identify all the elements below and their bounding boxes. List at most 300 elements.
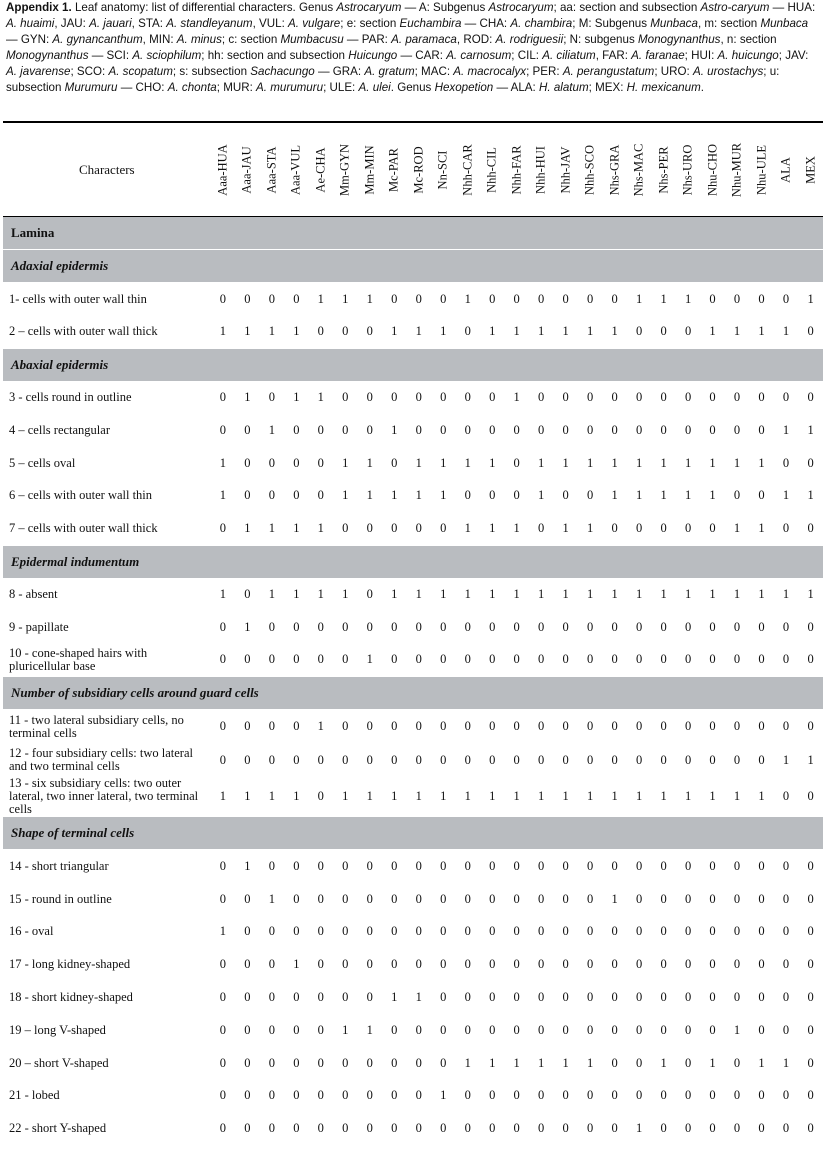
state-cell: 0 [782,652,790,667]
state-cell: 0 [562,1022,569,1037]
state-cell: 1 [635,455,643,470]
state-cell: 0 [562,652,569,667]
state-cell: 0 [635,719,643,734]
state-cell: 0 [219,1088,226,1103]
state-cell: 0 [342,924,349,939]
state-cell: 1 [611,488,618,503]
state-cell: 1 [538,587,545,602]
state-cell: 0 [587,990,594,1005]
state-cell: 0 [391,752,398,767]
state-cell: 0 [807,1088,814,1103]
state-cell: 0 [562,1088,569,1103]
state-cell: 1 [733,587,741,602]
taxon-column-label: Aaa-STA [264,146,279,193]
state-cell: 1 [391,990,398,1005]
state-cell: 1 [660,789,667,804]
caption-text: — ALA: [493,81,539,94]
state-cell: 0 [660,422,667,437]
header-bottom-rule [3,216,823,217]
taxon-column-header [749,123,773,217]
state-cell: 0 [709,957,716,972]
caption-taxon: A. ciliatum [542,49,596,62]
state-cell: 0 [440,619,447,634]
state-cell: 1 [440,587,447,602]
state-cell: 0 [635,323,643,338]
caption-text: — HUA: [769,1,816,14]
state-cell: 0 [415,752,422,767]
state-cell: 0 [611,1088,618,1103]
state-cell: 0 [293,859,300,874]
state-cell: 0 [782,619,790,634]
state-cell: 1 [635,789,643,804]
state-cell: 1 [317,390,324,405]
state-cell: 0 [635,891,643,906]
character-row [3,479,823,512]
state-cell: 1 [342,1022,349,1037]
state-cell: 1 [611,587,618,602]
state-cell: 0 [684,859,692,874]
state-cell: 1 [464,520,471,535]
state-cell: 0 [464,891,471,906]
state-cell: 0 [391,390,398,405]
state-cell: 0 [758,422,765,437]
state-cell: 0 [244,291,251,306]
state-cell: 1 [807,752,814,767]
state-cell: 0 [611,520,618,535]
state-cell: 0 [684,390,692,405]
state-cell: 1 [807,422,814,437]
state-cell: 0 [268,957,275,972]
state-cell: 0 [562,390,569,405]
state-cell: 1 [293,323,300,338]
state-cell: 1 [538,488,545,503]
state-cell: 0 [709,719,716,734]
state-cell: 0 [317,422,324,437]
taxon-column-header [553,123,577,217]
state-cell: 1 [611,789,618,804]
state-cell: 1 [684,455,692,470]
state-cell: 0 [758,957,765,972]
state-cell: 0 [317,1022,324,1037]
state-cell: 0 [391,1121,398,1136]
caption-text: — CAR: [397,49,447,62]
state-cell: 0 [758,652,765,667]
state-cell: 1 [538,789,545,804]
state-cell: 1 [684,587,692,602]
state-cell: 0 [440,390,447,405]
state-cell: 1 [391,323,398,338]
state-cell: 0 [660,652,667,667]
caption-taxon: A. minus [176,33,222,46]
state-cell: 1 [782,488,790,503]
character-label: 3 - cells round in outline [9,390,132,405]
state-cell: 0 [366,957,373,972]
state-cell: 0 [660,619,667,634]
caption-taxon: A. jauari [89,17,132,30]
state-cell: 0 [391,1055,398,1070]
state-cell: 1 [782,752,790,767]
state-cell: 1 [684,488,692,503]
character-row [3,1014,823,1047]
state-cell: 0 [513,752,520,767]
state-cell: 0 [733,652,741,667]
state-cell: 1 [635,1121,643,1136]
character-label: 10 - cone-shaped hairs with pluricellular base [9,645,148,673]
character-row [3,1112,823,1145]
state-cell: 0 [293,1088,300,1103]
state-cell: 0 [611,1022,618,1037]
state-cell: 1 [562,520,569,535]
taxon-column-label: Nhs-PER [656,145,671,194]
state-cell: 0 [391,291,398,306]
state-cell: 0 [293,990,300,1005]
state-cell: 0 [219,1055,226,1070]
state-cell: 0 [513,719,520,734]
state-cell: 0 [709,1121,716,1136]
state-cell: 0 [268,619,275,634]
character-label: 6 – cells with outer wall thin [9,488,153,503]
state-cell: 0 [317,789,324,804]
state-cell: 0 [268,1055,275,1070]
state-cell: 1 [268,587,275,602]
state-cell: 0 [415,291,422,306]
state-cell: 1 [733,1022,741,1037]
character-row [3,777,823,817]
state-cell: 0 [587,291,594,306]
state-cell: 1 [782,422,790,437]
caption-text: — CHA: [461,17,511,30]
state-cell: 1 [391,488,398,503]
state-cell: 0 [611,719,618,734]
state-cell: 1 [635,291,643,306]
state-cell: 0 [489,390,496,405]
caption-taxon: Monogynanthus [637,33,721,46]
state-cell: 1 [733,789,741,804]
state-cell: 0 [562,957,569,972]
state-cell: 0 [684,1121,692,1136]
state-cell: 0 [219,752,226,767]
state-cell: 0 [733,1055,741,1070]
state-cell: 0 [758,752,765,767]
state-cell: 1 [635,587,643,602]
state-cell: 0 [268,1121,275,1136]
state-cell: 0 [513,1121,520,1136]
character-label: 22 - short Y-shaped [9,1121,107,1136]
caption-taxon: A. gynancanthum [52,33,143,46]
state-cell: 0 [660,957,667,972]
state-cell: 1 [268,520,275,535]
taxon-column-header [309,123,333,217]
state-cell: 0 [219,891,226,906]
state-cell: 1 [684,789,692,804]
state-cell: 1 [366,652,373,667]
state-cell: 0 [342,752,349,767]
taxon-column-header [700,123,724,217]
caption-taxon: Euchambira [399,17,462,30]
section-row [3,676,823,709]
state-cell: 0 [660,990,667,1005]
state-cell: 0 [366,1055,373,1070]
state-cell: 0 [366,719,373,734]
state-cell: 0 [538,422,545,437]
state-cell: 0 [440,957,447,972]
character-label: 14 - short triangular [9,859,109,874]
state-cell: 0 [807,859,814,874]
state-cell: 0 [709,422,716,437]
caption-text: , VUL: [252,17,289,30]
taxon-column-header [504,123,528,217]
state-cell: 0 [709,390,716,405]
state-cell: 1 [587,520,594,535]
state-cell: 0 [538,924,545,939]
state-cell: 0 [293,1022,300,1037]
state-cell: 0 [342,422,349,437]
caption-taxon: A. murumuru [256,81,324,94]
state-cell: 0 [758,719,765,734]
state-cell: 1 [464,455,471,470]
state-cell: 0 [684,990,692,1005]
state-cell: 0 [464,652,471,667]
character-row [3,315,823,348]
state-cell: 1 [489,455,496,470]
taxon-column-label: Nhh-CIL [484,146,499,193]
character-row [3,1080,823,1113]
state-cell: 0 [635,752,643,767]
character-label: 19 – long V-shaped [9,1022,106,1037]
character-row [3,447,823,480]
state-cell: 0 [489,1022,496,1037]
state-cell: 0 [415,619,422,634]
caption-taxon: A. standleyanum [166,17,253,30]
state-cell: 0 [611,652,618,667]
state-cell: 0 [317,1088,324,1103]
state-cell: 0 [733,422,741,437]
state-cell: 0 [464,488,471,503]
section-row [3,217,823,250]
state-cell: 1 [366,291,373,306]
state-cell: 0 [219,719,226,734]
state-cell: 0 [391,957,398,972]
state-cell: 1 [807,587,814,602]
state-cell: 1 [538,455,545,470]
state-cell: 0 [587,719,594,734]
state-cell: 1 [513,789,520,804]
taxon-column-header [798,123,823,217]
state-cell: 0 [660,1088,667,1103]
state-cell: 0 [758,1022,765,1037]
caption-text: ; e: section [340,17,400,30]
state-cell: 0 [733,957,741,972]
state-cell: 0 [782,990,790,1005]
character-label: 2 – cells with outer wall thick [9,323,158,338]
state-cell: 1 [709,323,716,338]
state-cell: 1 [513,1055,520,1070]
state-cell: 0 [244,719,251,734]
state-cell: 0 [489,1121,496,1136]
taxon-column-label: Mc-ROD [411,145,426,194]
character-label: 21 - lobed [9,1088,60,1103]
state-cell: 1 [317,520,324,535]
state-cell: 0 [733,1121,741,1136]
state-cell: 1 [415,323,422,338]
caption-text: ; aa: section and subsection [553,1,701,14]
state-cell: 0 [538,719,545,734]
state-cell: 1 [587,789,594,804]
state-cell: 0 [317,323,324,338]
state-cell: 0 [317,1121,324,1136]
state-cell: 0 [440,652,447,667]
state-cell: 0 [489,957,496,972]
state-cell: 0 [709,652,716,667]
state-cell: 1 [415,455,422,470]
caption-taxon: A. chambira [510,17,573,30]
caption-text: ; HUI: [684,49,718,62]
state-cell: 0 [440,1055,447,1070]
state-cell: 0 [635,619,643,634]
state-cell: 1 [562,1055,569,1070]
state-cell: 0 [342,1055,349,1070]
state-cell: 1 [758,789,765,804]
state-cell: 1 [244,520,251,535]
character-row [3,381,823,414]
state-cell: 0 [782,520,790,535]
state-cell: 0 [538,1121,545,1136]
state-cell: 0 [293,891,300,906]
state-cell: 0 [244,587,251,602]
state-cell: 0 [489,719,496,734]
state-cell: 1 [733,323,741,338]
taxon-column-label: Nhu-MUR [729,142,744,197]
taxon-column-header [578,123,602,217]
state-cell: 0 [440,752,447,767]
state-cell: 1 [660,291,667,306]
state-cell: 1 [415,488,422,503]
state-cell: 0 [807,789,814,804]
character-row [3,916,823,949]
caption-text: ; MEX: [588,81,627,94]
state-cell: 0 [684,924,692,939]
state-cell: 0 [268,488,275,503]
state-cell: 0 [513,652,520,667]
state-cell: 0 [709,891,716,906]
state-cell: 0 [587,1022,594,1037]
state-cell: 0 [268,859,275,874]
state-cell: 0 [440,1022,447,1037]
state-cell: 0 [513,990,520,1005]
character-label: 11 - two lateral subsidiary cells, no terminal cells [9,712,184,740]
state-cell: 0 [268,719,275,734]
caption-text: ; MAC: [414,65,454,78]
caption-taxon: A. carnosum [446,49,512,62]
state-cell: 0 [611,422,618,437]
state-cell: 1 [513,390,520,405]
taxon-column-label: Nhs-URO [680,144,695,195]
state-cell: 0 [293,1055,300,1070]
state-cell: 1 [415,990,422,1005]
state-cell: 0 [733,619,741,634]
state-cell: 0 [489,752,496,767]
state-cell: 1 [342,455,349,470]
state-cell: 0 [758,1088,765,1103]
state-cell: 0 [635,652,643,667]
state-cell: 1 [709,587,716,602]
character-label: 18 - short kidney-shaped [9,990,133,1005]
state-cell: 0 [562,619,569,634]
state-cell: 0 [342,859,349,874]
state-cell: 0 [513,1088,520,1103]
section-title: Shape of terminal cells [3,817,823,850]
state-cell: 0 [268,752,275,767]
state-cell: 0 [219,990,226,1005]
state-cell: 0 [684,1088,692,1103]
table-header-row [3,123,823,217]
character-label: 8 - absent [9,587,58,602]
section-title: Epidermal indumentum [3,545,823,578]
taxon-column-label: Aaa-HUA [215,143,230,196]
state-cell: 1 [587,455,594,470]
taxon-column-label: Mm-GYN [337,143,352,196]
state-cell: 1 [440,488,447,503]
state-cell: 0 [587,488,594,503]
state-cell: 0 [342,719,349,734]
state-cell: 0 [587,619,594,634]
caption-taxon: A. huicungo [717,49,779,62]
state-cell: 0 [366,1121,373,1136]
character-label: 15 - round in outline [9,891,112,906]
state-cell: 1 [293,957,300,972]
state-cell: 0 [293,291,300,306]
character-matrix-table [3,123,823,1145]
caption-taxon: A. faranae [631,49,685,62]
state-cell: 0 [807,891,814,906]
caption-text: , n: section [720,33,777,46]
state-cell: 0 [587,891,594,906]
character-row [3,512,823,545]
caption-text: ; CIL: [511,49,543,62]
section-row [3,348,823,381]
state-cell: 0 [464,1121,471,1136]
state-cell: 0 [366,891,373,906]
state-cell: 0 [513,957,520,972]
taxon-column-header [627,123,651,217]
state-cell: 0 [317,455,324,470]
state-cell: 0 [317,652,324,667]
state-cell: 1 [513,520,520,535]
state-cell: 0 [782,789,790,804]
state-cell: 0 [342,1121,349,1136]
section-title: Adaxial epidermis [3,250,823,283]
state-cell: 1 [807,291,814,306]
state-cell: 0 [391,1088,398,1103]
taxon-column-label: Nhu-ULE [754,144,769,195]
state-cell: 0 [464,752,471,767]
state-cell: 0 [782,1022,790,1037]
state-cell: 0 [660,1022,667,1037]
state-cell: 0 [538,990,545,1005]
character-label: 7 – cells with outer wall thick [9,520,158,535]
state-cell: 0 [562,291,569,306]
state-cell: 0 [562,891,569,906]
state-cell: 1 [709,1055,716,1070]
state-cell: 0 [440,422,447,437]
state-cell: 1 [293,789,300,804]
state-cell: 0 [587,652,594,667]
caption-text: . Genus [390,81,435,94]
state-cell: 0 [415,859,422,874]
caption-text: Leaf anatomy: list of differential characters. Genus [71,1,337,14]
state-cell: 0 [293,488,300,503]
state-cell: 0 [464,859,471,874]
